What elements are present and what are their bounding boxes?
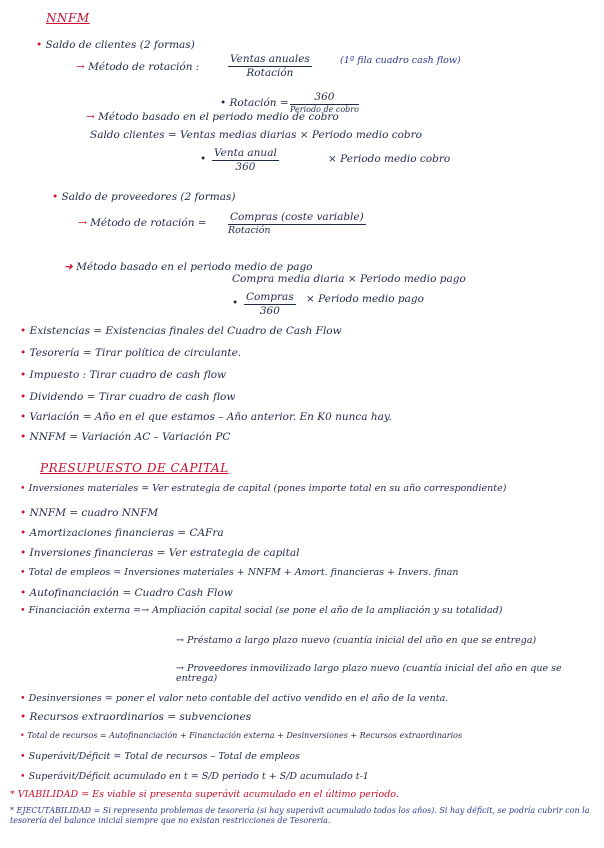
total-recursos-line: • Total de recursos = Autofinanciación + Financiación externa + Desinversiones + Recursos extraordinarios: [20, 731, 463, 740]
nnfm-title: NNFM: [46, 11, 90, 25]
financiacion-externa-line: • Financiación externa =→ Ampliación capital social (se pone el año de la ampliación y su totalidad): [20, 605, 503, 616]
saldo-proveedores-heading: • Saldo de proveedores (2 formas): [52, 191, 236, 203]
inversiones-financieras-line: • Inversiones financieras = Ver estrategia de capital: [20, 547, 300, 559]
viabilidad-line: * VIABILIDAD = Es viable si presenta superávit acumulado en el último periodo.: [10, 789, 399, 800]
nnfm-variacion-line: • NNFM = Variación AC – Variación PC: [20, 431, 231, 443]
saldo-clientes-formula: Saldo clientes = Ventas medias diarias × Periodo medio cobro: [90, 129, 422, 141]
amortizaciones-line: • Amortizaciones financieras = CAFra: [20, 527, 224, 539]
ejecutabilidad-line: * EJECUTABILIDAD = Si representa problemas de tesorería (si hay superávit acumulado todos los años). Si hay déficit, se podría cubrir con la tesorería del balance inicial siempre que no existan restricciones de Tesorería.: [10, 806, 590, 825]
compras-rotacion-fraction: [228, 212, 366, 235]
compras-tail: × Periodo medio pago: [306, 293, 424, 305]
superavit-line: • Superávit/Déficit = Total de recursos – Total de empleos: [20, 751, 300, 762]
autofinanciacion-line: • Autofinanciación = Cuadro Cash Flow: [20, 587, 233, 599]
metodo-basado-pago: ➜ Método basado en el periodo medio de pago: [64, 261, 313, 273]
recursos-extraordinarios-line: • Recursos extraordinarios = subvenciones: [20, 711, 252, 723]
compra-media-formula: Compra media diaria × Periodo medio pago: [232, 273, 466, 285]
variacion-line: • Variación = Año en el que estamos – Año anterior. En K0 nunca hay.: [20, 411, 392, 423]
presupuesto-title: PRESUPUESTO DE CAPITAL: [40, 461, 229, 475]
fraction-denominator: 360: [259, 304, 280, 317]
fraction-denominator: Rotación: [246, 66, 294, 79]
fraction-numerator: Ventas anuales: [230, 53, 310, 65]
inversiones-materiales-line: • Inversiones materiales = Ver estrategia de capital (pones importe total en su año correspondiente): [20, 483, 507, 494]
rotacion-prov-label: → Método de rotación =: [78, 217, 207, 229]
rotacion-method-label: → Método de rotación :: [76, 61, 200, 73]
venta-bullet: •: [200, 153, 207, 165]
ventas-rotacion-fraction: [228, 54, 312, 78]
tesoreria-line: • Tesorería = Tirar política de circulante.: [20, 347, 242, 359]
compras-fraction: [244, 292, 296, 316]
desinversiones-line: • Desinversiones = poner el valor neto contable del activo vendido en el año de la venta.: [20, 693, 449, 704]
fraction-numerator: Compras (coste variable): [230, 211, 364, 223]
dividendo-line: • Dividendo = Tirar cuadro de cash flow: [20, 391, 236, 403]
nnfm-cuadro-line: • NNFM = cuadro NNFM: [20, 507, 159, 519]
compras-bullet: •: [232, 297, 239, 309]
rotacion-note: (1ª fila cuadro cash flow): [340, 55, 461, 66]
saldo-clientes-heading: • Saldo de clientes (2 formas): [36, 39, 195, 51]
superavit-acumulado-line: • Superávit/Déficit acumulado en t = S/D periodo t + S/D acumulado t-1: [20, 771, 369, 782]
fraction-denominator: Rotación: [228, 224, 271, 236]
prestamo-line: → Préstamo a largo plazo nuevo (cuantía inicial del año en que se entrega): [176, 635, 537, 646]
fraction-numerator: Venta anual: [214, 147, 277, 159]
existencias-line: • Existencias = Existencias finales del Cuadro de Cash Flow: [20, 325, 342, 337]
total-empleos-line: • Total de empleos = Inversiones materiales + NNFM + Amort. financieras + Invers. finan: [20, 567, 459, 578]
fraction-denominator: 360: [235, 160, 256, 173]
rotacion-formula-label: • Rotación =: [220, 97, 289, 109]
impuesto-line: • Impuesto : Tirar cuadro de cash flow: [20, 369, 227, 381]
proveedores-inmovilizado-line: → Proveedores inmovilizado largo plazo nuevo (cuantía inicial del año en que se entrega): [176, 663, 562, 685]
fraction-numerator: Compras: [246, 291, 294, 303]
venta-tail: × Periodo medio cobro: [328, 153, 451, 165]
fraction-numerator: 360: [290, 92, 359, 105]
metodo-basado-cobro: → Método basado en el periodo medio de cobro: [86, 111, 339, 123]
fraction-denominator: Periodo de cobro: [290, 104, 359, 114]
venta-anual-fraction: [212, 148, 279, 172]
